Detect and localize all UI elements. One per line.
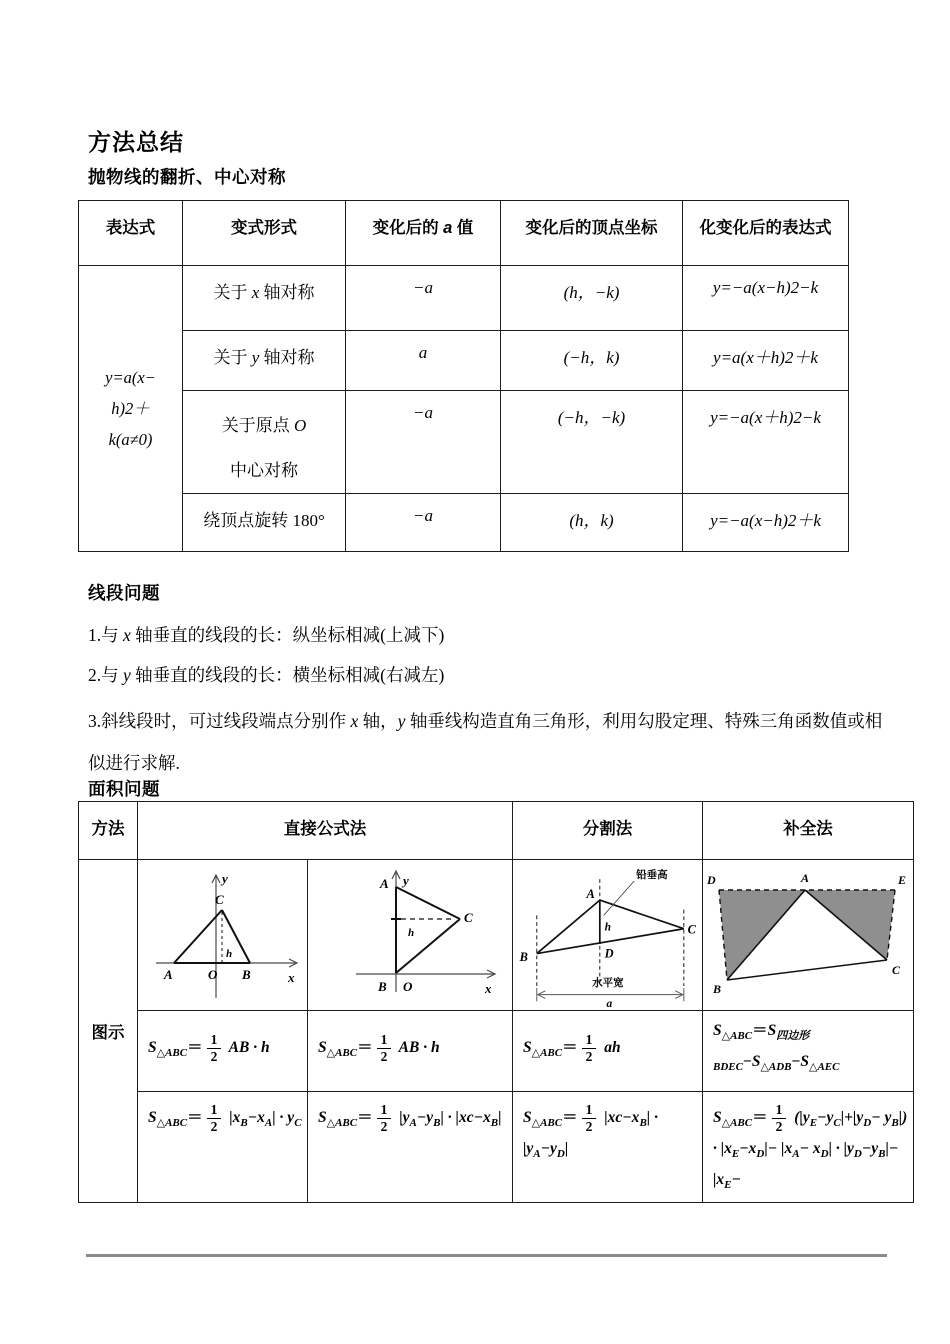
axis-label-x: x — [288, 970, 295, 985]
diagram-cell-2 — [308, 860, 513, 1011]
section-parabola-heading: 抛物线的翻折、中心对称 — [88, 167, 286, 187]
completion-method-diagram — [703, 860, 911, 1008]
row-label-diagram: 图示 — [79, 860, 138, 1203]
vertex-label-c: C — [215, 892, 224, 907]
new-expression-cell: y=−a(x＋h)2−k — [683, 391, 849, 494]
col-header-direct-formula: 直接公式法 — [138, 802, 513, 860]
formula-cell: $S_{\triangle ABC}=$ $\frac{1}{2}$ $(|y_E-y_C|+|y_D- y_B|) \cdot |x_E-x_D|- |x_A- x_D| \cdot |y_D-y_B|- |x_E-$ — [703, 1092, 914, 1203]
diagram-cell-4 — [703, 860, 914, 1011]
table-row — [79, 331, 849, 391]
a-value-cell: −a — [346, 494, 501, 552]
formula-cell: $S_{\triangle ABC}=$ $\frac{1}{2}$ ah — [513, 1011, 703, 1092]
col-header-vertex: 变化后的顶点坐标 — [501, 201, 683, 266]
vertex-cell: (h，k) — [501, 494, 683, 552]
segment-item-3: 3.斜线段时，可过线段端点分别作 x 轴，y 轴垂线构造直角三角形，利用勾股定理、特殊三角函数值或相似进行求解. — [88, 711, 883, 773]
height-label-h: h — [604, 921, 611, 934]
table-row — [79, 391, 849, 494]
diagram-cell-3 — [513, 860, 703, 1011]
area-table — [78, 801, 914, 1203]
formula-cell: $S_{\triangle ABC}=$ $\frac{1}{2}$ AB · h — [308, 1011, 513, 1092]
vertex-label-a: A — [586, 887, 595, 902]
base-expression-line: y=a(x− — [105, 368, 156, 387]
axis-label-y: y — [222, 871, 228, 886]
vertex-cell: (−h，k) — [501, 331, 683, 391]
point-label-e: E — [898, 873, 907, 887]
col-header-method: 方法 — [79, 802, 138, 860]
footer-divider-rule — [86, 1254, 887, 1257]
a-value-cell: −a — [346, 391, 501, 494]
a-value-cell: −a — [346, 266, 501, 331]
formula-row-1 — [79, 1011, 914, 1092]
vertex-cell: (h，−k) — [501, 266, 683, 331]
axes — [356, 871, 495, 992]
base-expression-line: k(a≠0) — [108, 430, 153, 449]
height-label-h: h — [408, 927, 415, 939]
vertex-label-c: C — [892, 963, 901, 977]
table-row — [79, 266, 849, 331]
split-method-diagram — [513, 860, 700, 1008]
vertex-label-a: A — [380, 876, 389, 891]
formula-row-2 — [79, 1092, 914, 1203]
vertex-label-b: B — [713, 982, 722, 996]
section-segments-heading: 线段问题 — [88, 583, 160, 603]
formula-cell: $S_{\triangle ABC}=S_{四边形 BDEC}-S_{\triangle ADB}-S_{\triangle AEC}$ — [703, 1011, 914, 1092]
formula-cell: $S_{\triangle ABC}=$ $\frac{1}{2}$ $|x_B-x_A| \cdot y_C$ — [138, 1092, 308, 1203]
origin-label: O — [403, 979, 413, 994]
a-value-cell: a — [346, 331, 501, 391]
new-expression-cell: y=a(x＋h)2＋k — [683, 331, 849, 391]
new-expression-cell: y=−a(x−h)2＋k — [683, 494, 849, 552]
col-header-new-expression: 化变化后的表达式 — [683, 201, 849, 266]
col-header-a-value: 变化后的 a 值 — [346, 201, 501, 266]
plumb-height-label: 铅垂高 — [636, 869, 668, 882]
section-area-heading: 面积问题 — [88, 779, 160, 799]
vertex-label-b: B — [519, 950, 528, 965]
shaded-triangle-dab — [719, 890, 805, 980]
formula-cell: $S_{\triangle ABC}=$ $\frac{1}{2}$ $|xc-x_B| \cdot |y_A-y_D|$ — [513, 1092, 703, 1203]
diagram-cell-1 — [138, 860, 308, 1011]
col-header-variation-form: 变式形式 — [183, 201, 346, 266]
origin-label: O — [208, 967, 218, 982]
width-label-a: a — [606, 998, 613, 1008]
vertex-cell: (−h，−k) — [501, 391, 683, 494]
new-expression-cell: y=−a(x−h)2−k — [683, 266, 849, 331]
triangle-abc — [396, 887, 460, 973]
variation-form-cell: 绕顶点旋转 180° — [183, 494, 346, 552]
variation-form-line: 关于原点 O — [221, 416, 307, 435]
parabola-table-header-row — [79, 201, 849, 266]
table-row — [79, 494, 849, 552]
axis-label-y: y — [403, 873, 409, 888]
page-title: 方法总结 — [88, 129, 184, 155]
axis-label-x: x — [485, 981, 492, 996]
vertex-label-b: B — [378, 979, 387, 994]
point-label-d: D — [604, 946, 614, 961]
variation-form-cell — [183, 391, 346, 494]
horizontal-width-label: 水平宽 — [592, 977, 624, 990]
height-label-h: h — [226, 948, 233, 960]
axes — [156, 875, 297, 998]
diagram-row — [79, 860, 914, 1011]
variation-form-cell: 关于 y 轴对称 — [183, 331, 346, 391]
vertex-label-c: C — [464, 910, 473, 925]
vertex-label-c: C — [687, 922, 696, 937]
base-expression-line: h)2＋ — [111, 399, 150, 418]
area-table-header-row — [79, 802, 914, 860]
base-expression-cell — [79, 266, 183, 552]
triangle-abc — [174, 910, 250, 963]
vertex-label-a: A — [801, 871, 810, 885]
segment-item-1: 1.与 x 轴垂直的线段的长：纵坐标相减(上减下) — [88, 625, 445, 645]
point-label-d: D — [707, 873, 716, 887]
col-header-expression: 表达式 — [79, 201, 183, 266]
segment-item-2: 2.与 y 轴垂直的线段的长：横坐标相减(右减左) — [88, 665, 445, 685]
triangle-base-on-x-axis-diagram — [138, 860, 305, 1008]
formula-cell: $S_{\triangle ABC}=$ $\frac{1}{2}$ AB · h — [138, 1011, 308, 1092]
variation-form-line: 中心对称 — [230, 461, 298, 480]
col-header-split-method: 分割法 — [513, 802, 703, 860]
formula-cell: $S_{\triangle ABC}=$ $\frac{1}{2}$ $|y_A-y_B| \cdot |xc-x_B|$ — [308, 1092, 513, 1203]
variation-form-cell: 关于 x 轴对称 — [183, 266, 346, 331]
triangle-base-on-y-axis-diagram — [308, 860, 510, 1008]
vertex-label-b: B — [242, 967, 251, 982]
parabola-table — [78, 200, 849, 552]
vertex-label-a: A — [164, 967, 173, 982]
col-header-completion-method: 补全法 — [703, 802, 914, 860]
